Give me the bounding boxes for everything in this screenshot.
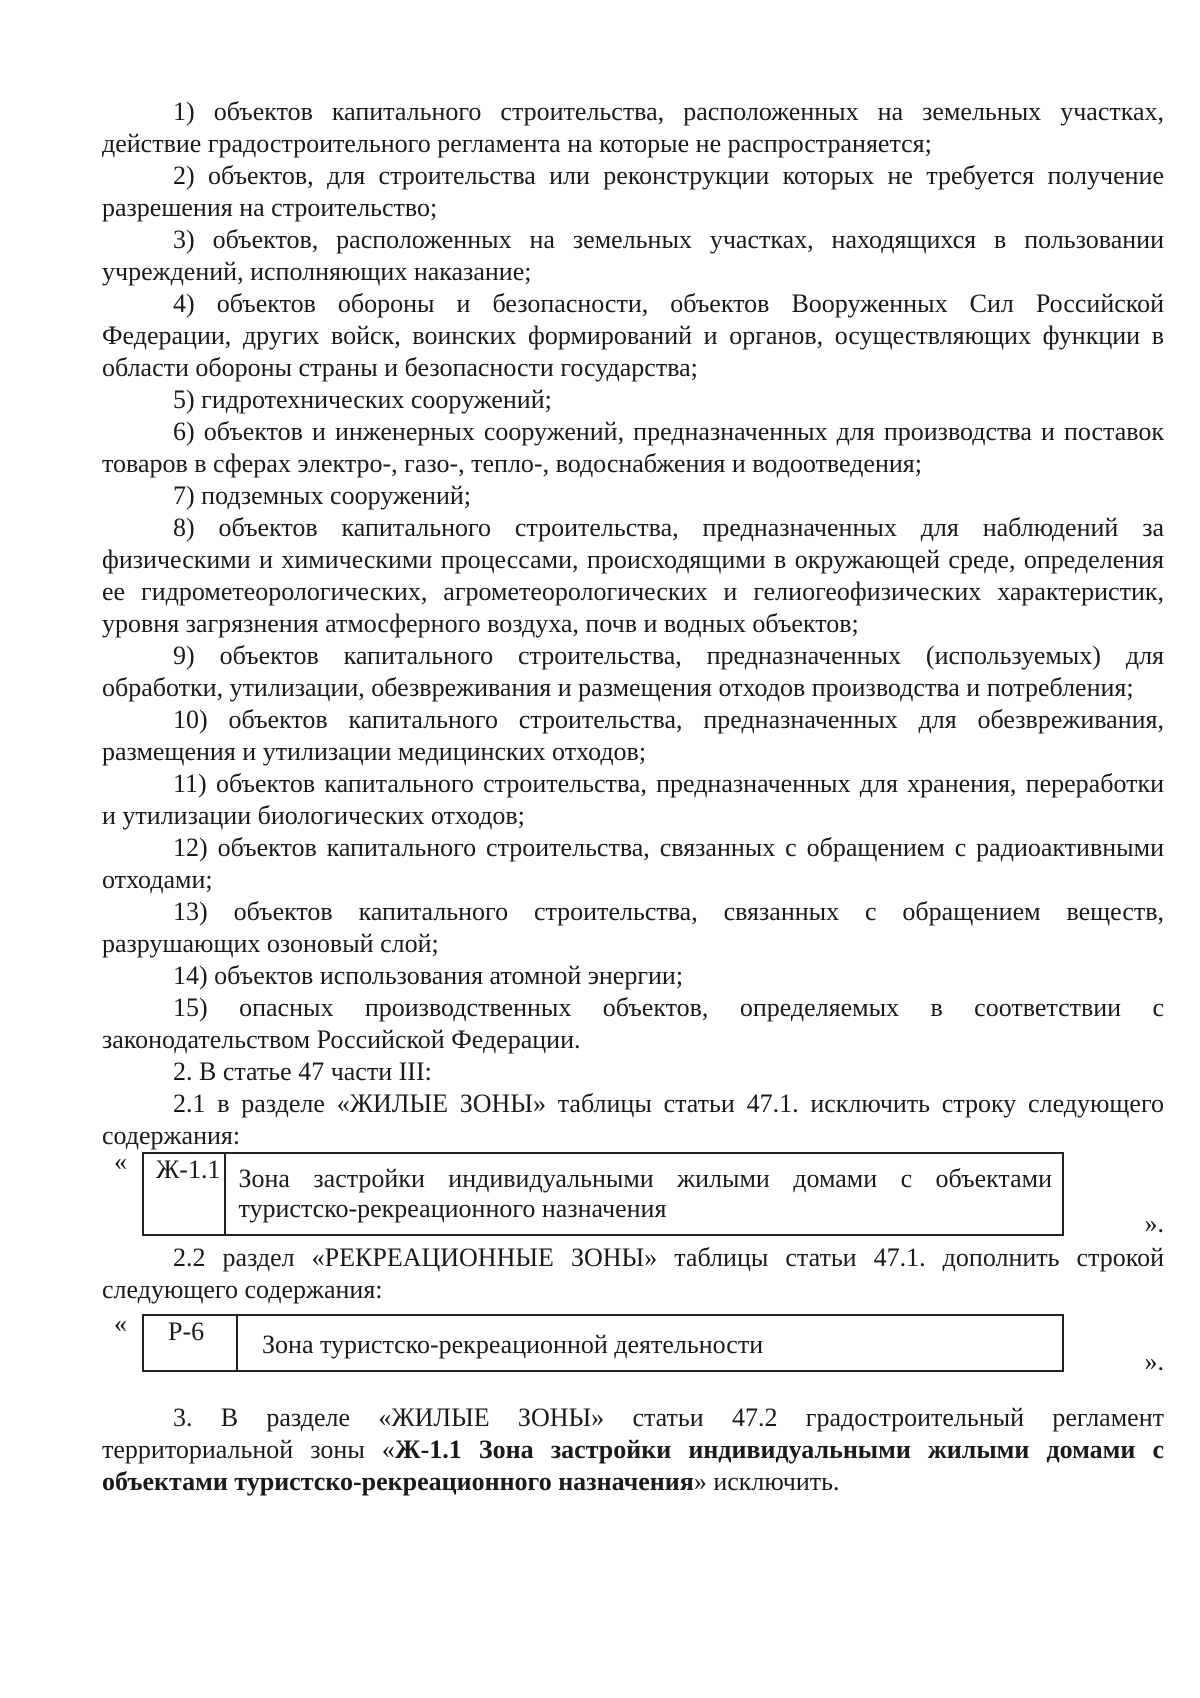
- list-item-number: 4): [173, 289, 195, 318]
- list-item-number: 7): [173, 481, 195, 510]
- table-row-r-6: [102, 1309, 1164, 1404]
- zone-code: Ж-1.1: [144, 1154, 226, 1234]
- section-2-1-text: 2.1 в разделе «ЖИЛЫЕ ЗОНЫ» таблицы статьи 47.1. исключить строку следующего содержания:: [102, 1089, 1164, 1150]
- list-item-number: 1): [173, 97, 195, 126]
- document-page: [102, 96, 1164, 1498]
- list-item-text: объектов капитального строительства, связанных с обращением с радиоактивными отходами;: [102, 833, 1164, 894]
- list-item: [102, 704, 1164, 768]
- list-item-text: опасных производственных объектов, определяемых в соответствии с законодательством Российской Федерации.: [102, 993, 1165, 1054]
- list-item: [102, 224, 1164, 288]
- open-quote: «: [114, 1309, 127, 1338]
- zone-table-cell: [142, 1152, 1064, 1236]
- list-item: [102, 512, 1164, 640]
- table-row-zh-1-1: [102, 1147, 1164, 1242]
- list-item: [102, 288, 1164, 384]
- list-item: [102, 896, 1164, 960]
- list-item-text: объектов капитального строительства, связанных с обращением веществ, разрушающих озоновый слой;: [102, 897, 1165, 958]
- list-item-text: подземных сооружений;: [201, 481, 472, 510]
- list-item: [102, 640, 1164, 704]
- list-item-number: 14): [173, 961, 208, 990]
- section-3-text: 3. В разделе «ЖИЛЫЕ ЗОНЫ» статьи 47.2 градостроительный регламент территориальной зоны «Ж-1.1 Зона застройки индивидуальными жилыми домами с объектами туристско-рекреационного назначения» исключить.: [102, 1403, 1164, 1496]
- list-item-number: 15): [173, 993, 208, 1022]
- list-item-text: объектов капитального строительства, расположенных на земельных участках, действие градостроительного регламента на которые не распространяется;: [102, 97, 1165, 158]
- list-item-text: объектов, расположенных на земельных участках, находящихся в пользовании учреждений, исполняющих наказание;: [102, 225, 1164, 286]
- list-item-text: объектов, для строительства или реконструкции которых не требуется получение разрешения на строительство;: [102, 161, 1165, 222]
- section-2-2-text: 2.2 раздел «РЕКРЕАЦИОННЫЕ ЗОНЫ» таблицы статьи 47.1. дополнить строкой следующего содержания:: [102, 1243, 1164, 1304]
- list-item-text: объектов капитального строительства, предназначенных для наблюдений за физическими и химическими процессами, происходящими в окружающей среде, определения ее гидрометеорологических, агрометеорологических и гелиогеофизических характеристик, уровня загрязнения атмосферного воздуха, почв и водных объектов;: [102, 513, 1165, 638]
- list-item-text: объектов использования атомной энергии;: [214, 961, 684, 990]
- list-item-number: 5): [173, 385, 195, 414]
- list-item-text: объектов капитального строительства, предназначенных для обезвреживания, размещения и утилизации медицинских отходов;: [102, 705, 1165, 766]
- close-quote: ».: [1144, 1347, 1164, 1376]
- list-item: [102, 768, 1164, 832]
- zone-name: Зона туристско-рекреационной деятельности: [262, 1330, 764, 1359]
- close-quote: ».: [1144, 1209, 1164, 1238]
- list-item-text: объектов и инженерных сооружений, предназначенных для производства и поставок товаров в сферах электро-, газо-, тепло-, водоснабжения и водоотведения;: [102, 417, 1164, 478]
- list-item-number: 9): [173, 641, 195, 670]
- zone-name: Зона застройки индивидуальными жилыми домами с объектами туристско-рекреационного назначения: [238, 1164, 1052, 1223]
- list-item: [102, 384, 1164, 416]
- zone-title-bold: Ж-1.1 Зона застройки индивидуальными жилыми домами с объектами туристско-рекреационного назначения: [102, 1435, 1164, 1496]
- list-item-number: 11): [173, 769, 207, 798]
- list-item-text: объектов капитального строительства, предназначенных для хранения, переработки и утилизации биологических отходов;: [102, 769, 1165, 830]
- list-item: [102, 832, 1164, 896]
- list-item: [102, 160, 1164, 224]
- zone-table-cell: [142, 1314, 1064, 1372]
- list-item-number: 8): [173, 513, 195, 542]
- list-item-number: 3): [173, 225, 195, 254]
- list-item: [102, 96, 1164, 160]
- open-quote: «: [114, 1147, 127, 1176]
- list-item-number: 12): [173, 833, 208, 862]
- list-item-number: 13): [173, 897, 208, 926]
- list-item-number: 6): [173, 417, 195, 446]
- zone-code: Р-6: [144, 1316, 238, 1370]
- exemption-list: [102, 96, 1164, 1056]
- list-item: [102, 992, 1164, 1056]
- list-item: [102, 480, 1164, 512]
- list-item-text: объектов обороны и безопасности, объектов Вооруженных Сил Российской Федерации, других войск, воинских формирований и органов, осуществляющих функции в области обороны страны и безопасности государства;: [102, 289, 1165, 382]
- list-item: [102, 416, 1164, 480]
- list-item-text: гидротехнических сооружений;: [201, 385, 552, 414]
- list-item-number: 10): [173, 705, 208, 734]
- list-item-text: объектов капитального строительства, предназначенных (используемых) для обработки, утилизации, обезвреживания и размещения отходов производства и потребления;: [102, 641, 1164, 702]
- section-2-heading: 2. В статье 47 части III:: [173, 1057, 432, 1086]
- list-item: [102, 960, 1164, 992]
- list-item-number: 2): [173, 161, 195, 190]
